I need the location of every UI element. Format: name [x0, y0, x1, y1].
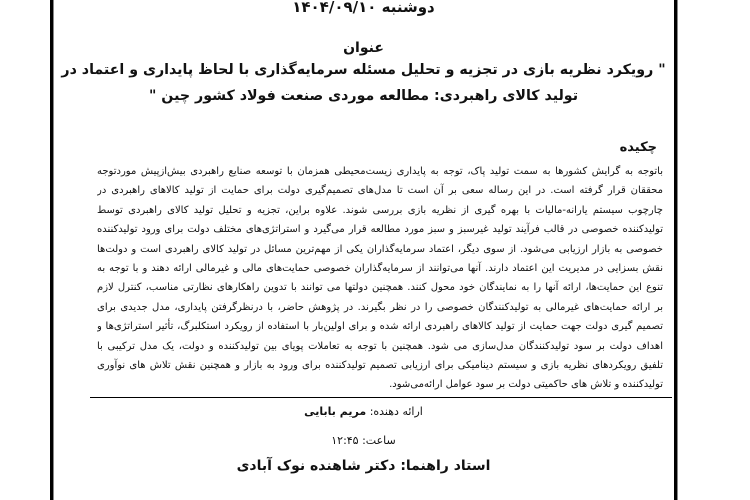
- presenter-label: ارائه دهنده:: [369, 405, 423, 418]
- abstract-body: [97, 162, 663, 395]
- abstract-line: تولیدکننده خصوصی در قالب فرآیند تولید غیرسبز و سبز مورد مطالعه قرار می‌گیرد و استراتژی‌های مختلف دولت برای ورود تولیدکننده: [97, 224, 663, 236]
- page-border-left: [50, 0, 53, 500]
- time-value: ۱۲:۴۵: [331, 434, 359, 447]
- abstract-line: محققان قرار گرفته است. در این رساله سعی بر آن است تا مدل‌های تصمیم‌گیری دولت برای حمایت از تولید کالاهای راهبردی در: [97, 185, 663, 197]
- page-border-right: [674, 0, 677, 500]
- abstract-line: اهداف دولت بر سود تولیدکنندگان مدل‌سازی می شود. همچنین با توجه به تعاملات پویای بین تولیدکننده و دولت، یک مدل ترکیبی با: [97, 340, 663, 352]
- date-line: دوشنبه ۱۴۰۴/۰۹/۱۰: [292, 0, 435, 16]
- abstract-line: تلفیق رویکردهای نظریه بازی و سیستم دینامیکی برای ارزیابی تصمیم تولیدکننده برای ورود به بازار و همچنین نقش تلاش های نوآوری: [97, 359, 663, 371]
- title-line-1: " رویکرد نظریه بازی در تجزیه و تحلیل مسئله سرمایه‌گذاری با لحاظ پایداری و اعتماد در: [61, 62, 666, 78]
- abstract-line: چارچوب سیستم یارانه-مالیات با بهره گیری از نظریه بازی بررسی شوند. علاوه براین، تجزیه و تحلیل تولید کالای راهبردی توسط: [97, 204, 663, 216]
- presenter-name: مریم بابایی: [304, 405, 367, 418]
- abstract-line: تصمیم گیری دولت جهت حمایت از تولید کالاهای راهبردی ارائه شده و برای اولین‌بار با استفاده از رویکرد استکلبرگ، تأثیر استراتژی‌ها و: [97, 321, 663, 333]
- document-page: [56, 0, 671, 500]
- abstract-line: نقش بسزایی در مدیریت این اعتماد دارند. آنها می‌توانند از سرمایه‌گذاران خصوصی حمایت‌های مالی و غیرمالی ارائه دهند و با توجه به: [97, 262, 663, 274]
- abstract-line: خصوصی به بازار ارزیابی می‌شود. از سوی دیگر، اعتماد سرمایه‌گذاران یکی از مهم‌ترین مسائل در تولید کالای راهبردی است و دولت‌ها: [97, 243, 663, 255]
- advisor-label: استاد راهنما:: [400, 458, 491, 474]
- abstract-line: بر ارائه حمایت‌های غیرمالی به تولیدکنندگان خصوصی را در نظر بگیرند. در پژوهش حاضر، با درنظرگرفتن پایداری، مدل جدیدی برای: [97, 301, 663, 313]
- abstract-heading: چکیده: [619, 140, 657, 155]
- time-line: [56, 434, 671, 447]
- time-label: ساعت:: [362, 434, 396, 447]
- advisor-line: [56, 458, 671, 474]
- title-line-2: تولید کالای راهبردی: مطالعه موردی صنعت فولاد کشور چین ": [148, 88, 579, 104]
- abstract-line: تنوع این حمایت‌ها، ارائه آنها را به نمایندگان خود محول کنند. همچنین دولتها می توانند با تدوین راهکارهای نظارتی مناسب، کنترل لازم: [97, 282, 663, 294]
- title-label: عنوان: [343, 40, 384, 56]
- presenter-line: [56, 405, 671, 418]
- advisor-name: دکتر شاهنده نوک آبادی: [236, 458, 396, 474]
- section-divider: [90, 397, 672, 398]
- abstract-line: باتوجه به گرایش کشورها به سمت تولید پاک، توجه به پایداری زیست‌محیطی همزمان با توسعه صنایع راهبردی بیش‌ازپیش موردتوجه: [97, 166, 663, 177]
- abstract-line: تولیدکننده و تلاش های حاکمیتی دولت بر سود عوامل ارائه‌می‌شود.: [389, 379, 663, 391]
